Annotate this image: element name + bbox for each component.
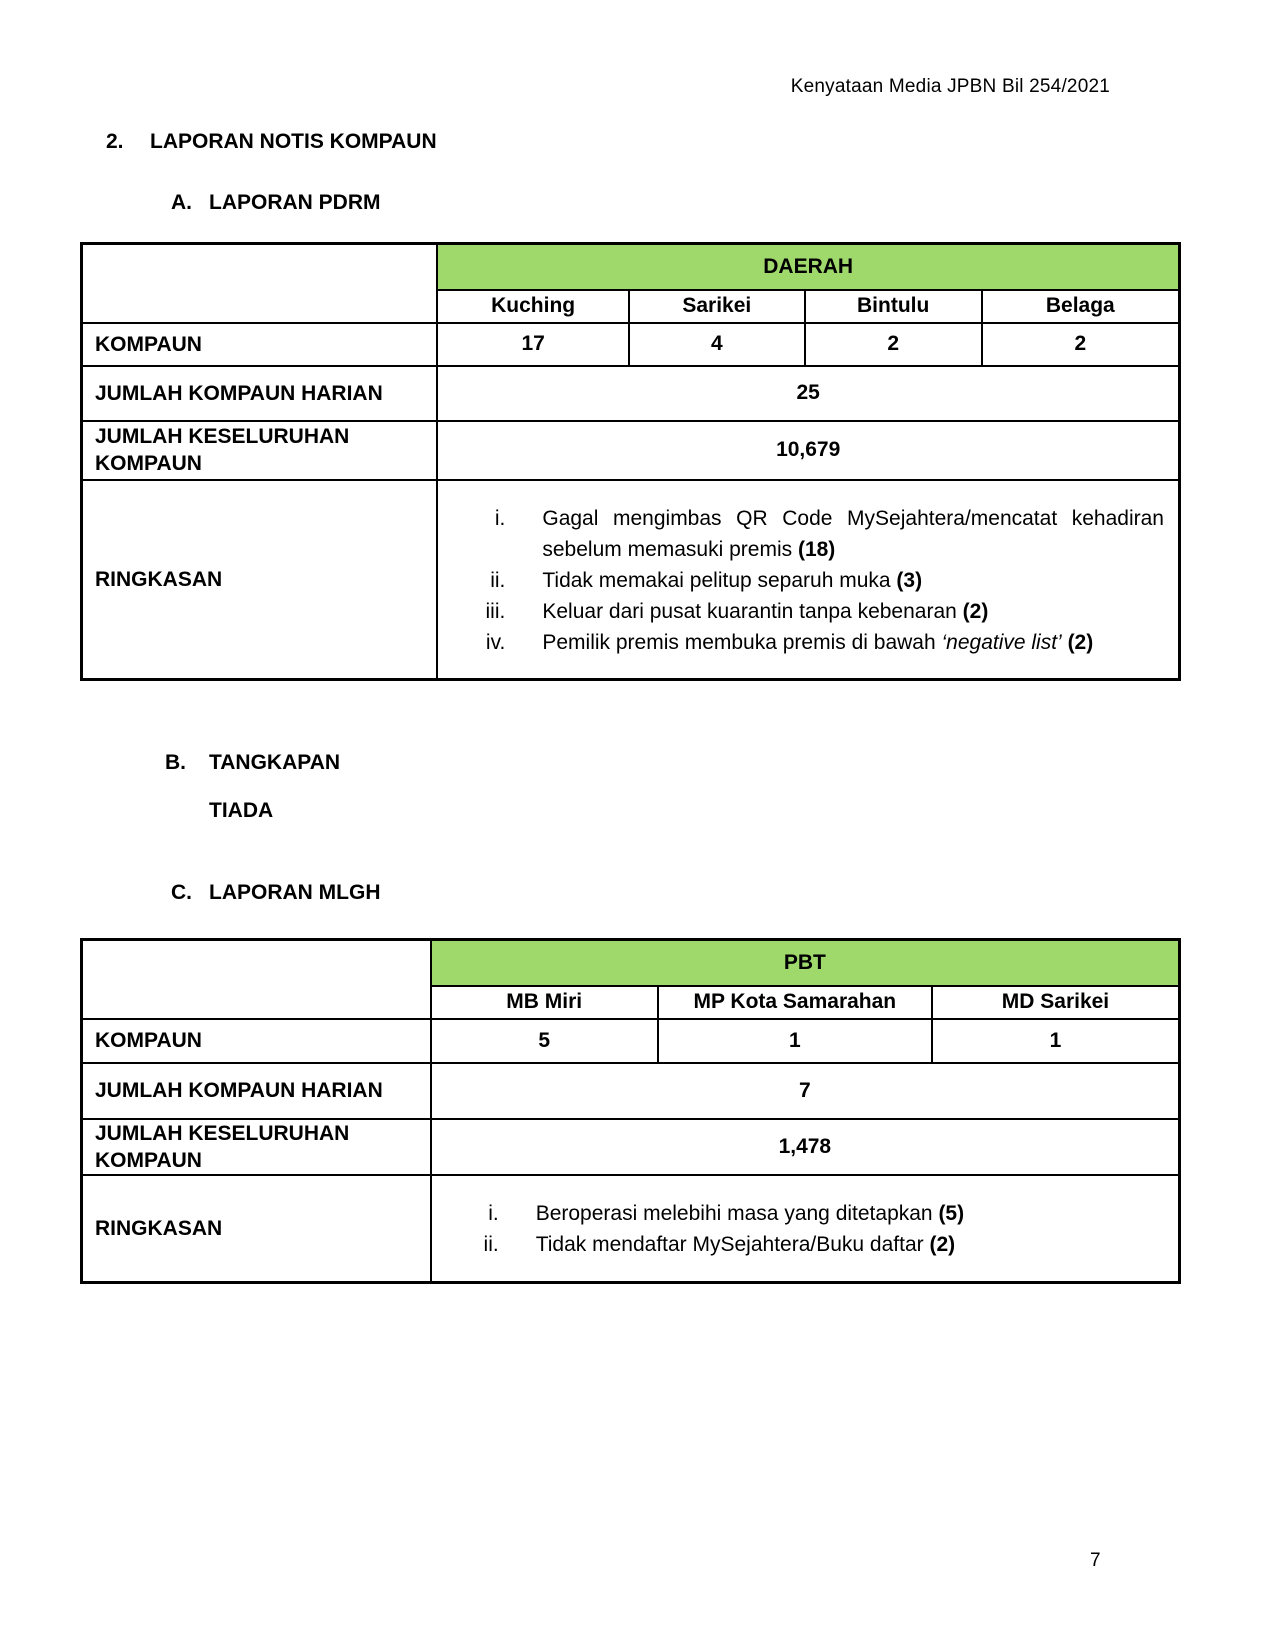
row-label-ringkasan: RINGKASAN bbox=[82, 1175, 431, 1283]
list-item-number: ii. bbox=[490, 568, 506, 592]
kompaun-value: 1 bbox=[658, 1019, 932, 1063]
pbt-group-header: PBT bbox=[431, 940, 1180, 986]
table-corner-cell bbox=[82, 244, 438, 323]
harian-value: 7 bbox=[431, 1063, 1180, 1119]
list-item bbox=[450, 565, 1164, 596]
list-item bbox=[450, 596, 1164, 627]
subsection-a-title: LAPORAN PDRM bbox=[209, 191, 381, 214]
row-label-keseluruhan-line1: JUMLAH KESELURUHAN bbox=[95, 1121, 350, 1145]
list-item-text: Pemilik premis membuka premis di bawah bbox=[542, 630, 942, 654]
section-title bbox=[106, 130, 437, 154]
row-label-keseluruhan-line1: JUMLAH KESELURUHAN bbox=[95, 425, 350, 448]
list-item-number: iv. bbox=[485, 630, 506, 654]
list-item-number: i. bbox=[494, 506, 506, 530]
list-item-count: (2) bbox=[1061, 630, 1094, 654]
list-item-count: (2) bbox=[929, 1233, 956, 1257]
list-item-text: Keluar dari pusat kuarantin tanpa kebenaran bbox=[542, 599, 963, 623]
list-item-text: Tidak memakai pelitup separuh muka bbox=[542, 568, 897, 592]
column-header: MD Sarikei bbox=[932, 986, 1180, 1019]
keseluruhan-value: 1,478 bbox=[431, 1119, 1180, 1175]
harian-value: 25 bbox=[437, 366, 1179, 421]
row-label-keseluruhan-line2: KOMPAUN bbox=[95, 452, 202, 475]
list-item bbox=[450, 503, 1164, 565]
list-item bbox=[444, 1198, 1164, 1229]
ringkasan-list bbox=[437, 480, 1179, 680]
list-item-number: ii. bbox=[483, 1233, 499, 1257]
page-number: 7 bbox=[1090, 1550, 1101, 1571]
kompaun-value: 1 bbox=[932, 1019, 1180, 1063]
column-header: Sarikei bbox=[629, 290, 805, 323]
row-label-kompaun: KOMPAUN bbox=[82, 323, 438, 366]
list-item-text: Gagal mengimbas QR Code MySejahtera/mencatat kehadiran sebelum memasuki premis bbox=[542, 506, 1164, 561]
pdrm-report-table bbox=[80, 242, 1181, 681]
list-item-text: Tidak mendaftar MySejahtera/Buku daftar bbox=[535, 1233, 930, 1257]
list-item-number: i. bbox=[488, 1202, 499, 1226]
row-label-kompaun: KOMPAUN bbox=[82, 1019, 431, 1063]
section-title-text: LAPORAN NOTIS KOMPAUN bbox=[150, 130, 437, 153]
list-item-count: (2) bbox=[962, 599, 989, 623]
subsection-c-letter: C. bbox=[171, 881, 192, 904]
list-item-count: (3) bbox=[896, 568, 923, 592]
list-item-count: (18) bbox=[797, 537, 836, 561]
tangkapan-value: TIADA bbox=[209, 799, 274, 822]
row-label-ringkasan: RINGKASAN bbox=[82, 480, 438, 680]
column-header: MB Miri bbox=[431, 986, 658, 1019]
row-label-keseluruhan bbox=[82, 1119, 431, 1175]
section-number: 2. bbox=[106, 130, 124, 153]
kompaun-value: 4 bbox=[629, 323, 805, 366]
column-header: Bintulu bbox=[805, 290, 982, 323]
daerah-group-header: DAERAH bbox=[437, 244, 1179, 290]
column-header: Kuching bbox=[437, 290, 629, 323]
row-label-harian: JUMLAH KOMPAUN HARIAN bbox=[82, 1063, 431, 1119]
subsection-b-letter: B. bbox=[165, 751, 186, 774]
document-reference: Kenyataan Media JPBN Bil 254/2021 bbox=[790, 76, 1110, 97]
mlgh-report-table bbox=[80, 938, 1181, 1284]
keseluruhan-value: 10,679 bbox=[437, 421, 1179, 480]
list-item-count: (5) bbox=[938, 1202, 965, 1226]
kompaun-value: 2 bbox=[982, 323, 1180, 366]
ringkasan-list bbox=[431, 1175, 1180, 1283]
list-item-text: Beroperasi melebihi masa yang ditetapkan bbox=[535, 1202, 939, 1226]
kompaun-value: 2 bbox=[805, 323, 982, 366]
table-corner-cell bbox=[82, 940, 431, 1019]
list-item-number: iii. bbox=[485, 599, 506, 623]
kompaun-value: 5 bbox=[431, 1019, 658, 1063]
row-label-keseluruhan-line2: KOMPAUN bbox=[95, 1148, 202, 1172]
subsection-b-heading bbox=[165, 751, 340, 775]
list-item bbox=[444, 1229, 1164, 1260]
list-item bbox=[450, 627, 1164, 658]
row-label-keseluruhan bbox=[82, 421, 438, 480]
subsection-c-title: LAPORAN MLGH bbox=[209, 881, 381, 904]
row-label-harian: JUMLAH KOMPAUN HARIAN bbox=[82, 366, 438, 421]
subsection-a-letter: A. bbox=[171, 191, 192, 214]
subsection-a-heading bbox=[171, 191, 381, 215]
subsection-c-heading bbox=[171, 881, 381, 905]
list-item-emphasis: ‘negative list’ bbox=[941, 630, 1062, 654]
column-header: Belaga bbox=[982, 290, 1180, 323]
kompaun-value: 17 bbox=[437, 323, 629, 366]
subsection-b-title: TANGKAPAN bbox=[209, 751, 341, 774]
column-header: MP Kota Samarahan bbox=[658, 986, 932, 1019]
